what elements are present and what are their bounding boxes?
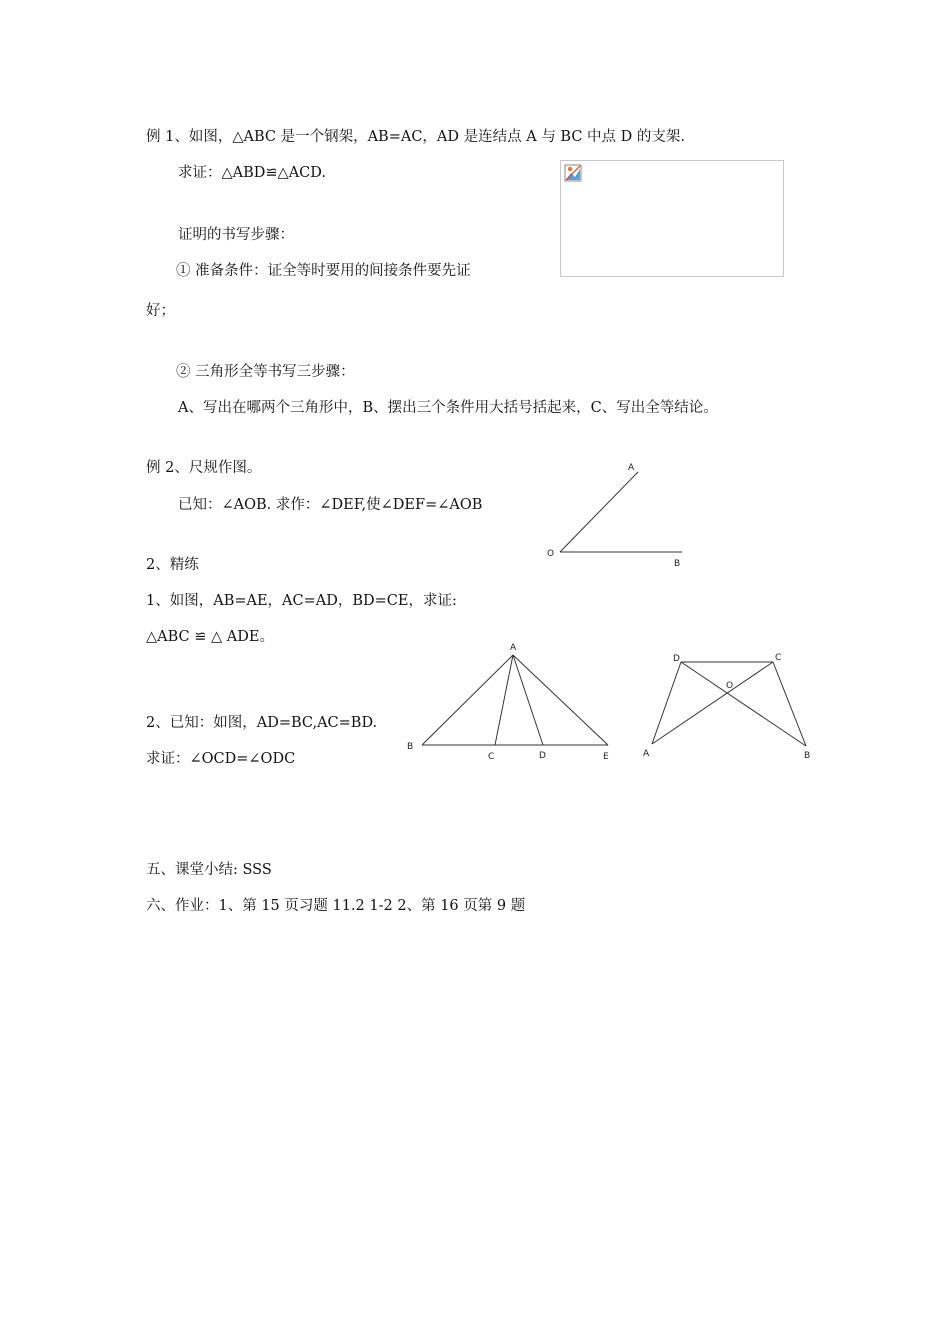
ray-oa	[560, 472, 638, 552]
example1-prove: 求证：△ABD≌△ACD.	[178, 165, 326, 181]
practice-q2-line1: 2、已知：如图，AD=BC,AC=BD.	[146, 715, 378, 731]
label-a: A	[628, 463, 635, 473]
image-placeholder	[560, 160, 784, 277]
step2: ② 三角形全等书写三步骤：	[176, 364, 355, 380]
quadrilateral-dcab-figure	[640, 648, 820, 764]
practice-q1-line2: △ABC ≌ △ ADE。	[146, 629, 274, 645]
segment-da	[652, 662, 681, 744]
practice-q1-line1: 1、如图，AB=AE，AC=AD，BD=CE，求证:	[146, 593, 457, 609]
triangle-abcde-figure	[400, 638, 620, 768]
practice-q2-line2: 求证：∠OCD=∠ODC	[146, 751, 296, 767]
segment-ae	[513, 655, 608, 745]
class-summary: 五、课堂小结: SSS	[146, 862, 272, 878]
example1-title: 例 1、如图，△ABC 是一个钢架，AB=AC，AD 是连结点 A 与 BC 中点 D 的支架.	[146, 129, 686, 145]
label-a: A	[510, 643, 517, 653]
step2-detail: A、写出在哪两个三角形中，B、摆出三个条件用大括号括起来，C、写出全等结论。	[178, 400, 718, 416]
example2-given: 已知：∠AOB. 求作：∠DEF,使∠DEF=∠AOB	[178, 497, 483, 513]
label-b: B	[804, 751, 811, 761]
label-c: C	[488, 752, 495, 762]
label-e: E	[603, 752, 609, 762]
label-b: B	[674, 559, 681, 569]
segment-ab	[422, 655, 513, 745]
label-d: D	[673, 654, 680, 664]
homework: 六、作业：1、第 15 页习题 11.2 1-2 2、第 16 页第 9 题	[146, 898, 526, 914]
segment-ac	[652, 662, 773, 744]
segment-ac	[495, 655, 513, 745]
broken-image-icon	[564, 164, 582, 182]
label-o: O	[726, 681, 734, 691]
label-a: A	[643, 749, 650, 759]
angle-aob-figure	[540, 458, 700, 570]
label-b: B	[407, 742, 414, 752]
proof-steps-title: 证明的书写步骤：	[178, 227, 294, 243]
practice-heading: 2、精练	[146, 557, 199, 573]
segment-db	[681, 662, 806, 746]
label-d: D	[539, 751, 546, 761]
label-c: C	[775, 653, 782, 663]
step1-line1: ① 准备条件：证全等时要用的间接条件要先证	[176, 263, 471, 279]
segment-cb	[773, 662, 806, 746]
example2-title: 例 2、尺规作图。	[146, 460, 262, 476]
step1-line2: 好；	[146, 303, 175, 319]
label-o: O	[547, 549, 555, 559]
segment-ad	[513, 655, 543, 745]
